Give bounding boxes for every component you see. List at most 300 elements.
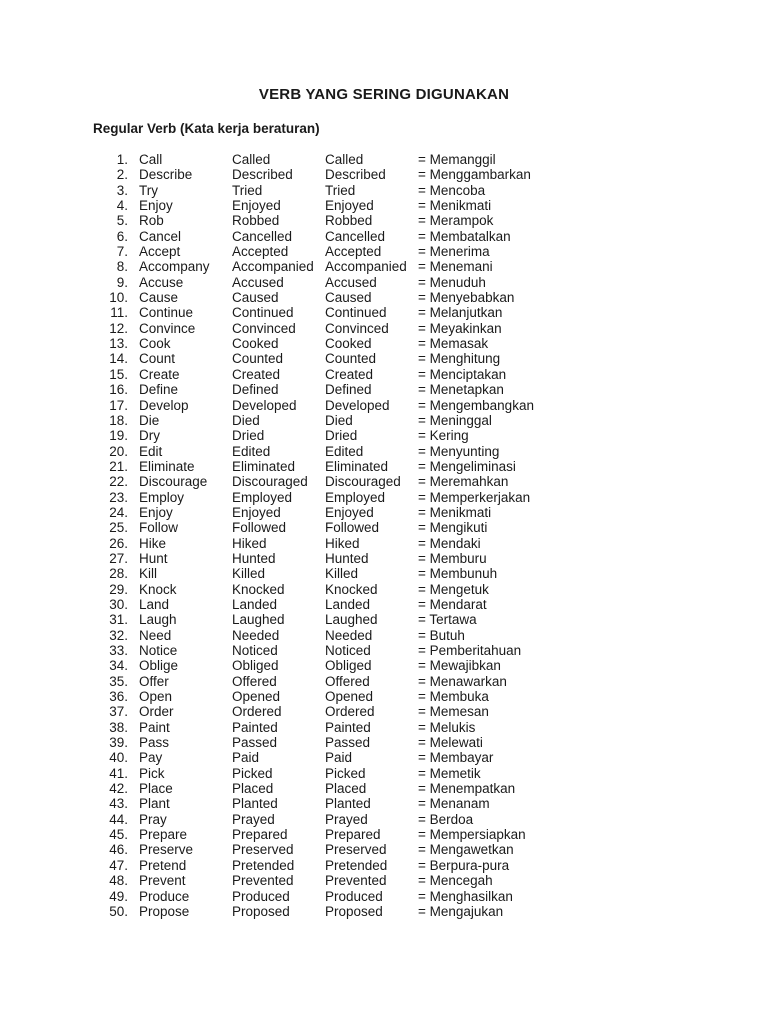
verb-past-form: Landed [232, 596, 278, 612]
verb-past-participle: Prayed [325, 811, 368, 827]
verb-meaning: = Menghasilkan [418, 888, 513, 904]
list-item [0, 597, 768, 612]
verb-base-form: Pay [139, 750, 163, 766]
verb-base-form: Pick [139, 765, 165, 781]
verb-meaning: = Membunuh [418, 566, 498, 582]
verb-number: 35. [109, 673, 128, 689]
list-item [0, 796, 768, 811]
verb-number: 26. [109, 535, 128, 551]
verb-base-form: Accept [139, 244, 181, 260]
verb-number: 49. [109, 888, 128, 904]
verb-meaning: = Menempatkan [418, 781, 516, 797]
verb-number: 14. [109, 351, 128, 367]
verb-number: 47. [109, 857, 128, 873]
verb-base-form: Pretend [139, 857, 187, 873]
verb-number: 33. [109, 643, 128, 658]
verb-base-form: Count [139, 351, 176, 367]
verb-number: 3. [116, 182, 128, 198]
verb-past-participle: Died [325, 412, 353, 428]
verb-number: 28. [109, 566, 128, 582]
verb-past-participle: Accused [325, 274, 377, 290]
list-item [0, 351, 768, 366]
verb-meaning: = Merampok [418, 213, 494, 229]
verb-past-participle: Discouraged [325, 474, 401, 490]
verb-past-participle: Preserved [325, 842, 387, 858]
verb-past-form: Died [232, 412, 260, 428]
verb-number: 45. [109, 827, 128, 843]
list-item [0, 428, 768, 443]
verb-past-form: Tried [232, 182, 263, 198]
verb-past-form: Enjoyed [232, 198, 281, 214]
list-item [0, 812, 768, 827]
verb-past-form: Obliged [232, 658, 279, 674]
verb-base-form: Discourage [139, 474, 208, 490]
verb-past-participle: Created [325, 366, 374, 382]
verb-meaning: = Membayar [418, 750, 494, 766]
verb-meaning: = Mencegah [418, 873, 493, 889]
verb-base-form: Eliminate [139, 458, 195, 474]
verb-past-participle: Called [325, 152, 364, 167]
verb-past-form: Caused [232, 290, 279, 306]
verb-base-form: Prepare [139, 827, 188, 843]
verb-meaning: = Meyakinkan [418, 320, 502, 336]
verb-number: 40. [109, 750, 128, 766]
verb-base-form: Notice [139, 643, 178, 658]
list-item [0, 766, 768, 781]
list-item [0, 582, 768, 597]
list-item [0, 566, 768, 581]
list-item [0, 229, 768, 244]
verb-number: 39. [109, 735, 128, 751]
verb-past-participle: Cancelled [325, 228, 386, 244]
verb-past-form: Accepted [232, 244, 289, 260]
verb-past-form: Called [232, 152, 271, 167]
verb-past-form: Cooked [232, 336, 279, 352]
verb-past-form: Continued [232, 305, 294, 321]
verb-list [0, 152, 768, 919]
verb-past-form: Noticed [232, 643, 278, 658]
verb-base-form: Enjoy [139, 198, 173, 214]
verb-base-form: Offer [139, 673, 169, 689]
verb-number: 46. [109, 842, 128, 858]
verb-meaning: = Mengembangkan [418, 397, 534, 413]
verb-number: 9. [116, 274, 128, 290]
verb-number: 44. [109, 811, 128, 827]
verb-past-form: Killed [232, 566, 266, 582]
verb-base-form: Produce [139, 888, 190, 904]
verb-past-form: Proposed [232, 903, 290, 919]
verb-base-form: Cook [139, 336, 171, 352]
verb-number: 27. [109, 550, 128, 566]
verb-meaning: = Mencoba [418, 182, 486, 198]
verb-number: 19. [109, 428, 128, 444]
verb-past-form: Robbed [232, 213, 280, 229]
list-item [0, 321, 768, 336]
verb-base-form: Convince [139, 320, 196, 336]
list-item [0, 490, 768, 505]
verb-base-form: Hunt [139, 550, 168, 566]
verb-base-form: Laugh [139, 612, 177, 628]
verb-number: 25. [109, 520, 128, 536]
verb-meaning: = Menyebabkan [418, 290, 515, 306]
verb-number: 17. [109, 397, 128, 413]
verb-past-participle: Robbed [325, 213, 373, 229]
verb-meaning: = Memetik [418, 765, 481, 781]
verb-past-participle: Accepted [325, 244, 382, 260]
verb-number: 42. [109, 781, 128, 797]
verb-past-participle: Offered [325, 673, 370, 689]
verb-past-form: Ordered [232, 704, 282, 720]
verb-past-participle: Prepared [325, 827, 381, 843]
verb-past-participle: Accompanied [325, 259, 407, 275]
list-item [0, 658, 768, 673]
list-item [0, 674, 768, 689]
verb-number: 31. [109, 612, 128, 628]
verb-meaning: = Memasak [418, 336, 489, 352]
verb-past-participle: Obliged [325, 658, 372, 674]
verb-base-form: Develop [139, 397, 189, 413]
verb-meaning: = Pemberitahuan [418, 643, 522, 658]
verb-past-participle: Hiked [325, 535, 360, 551]
list-item [0, 858, 768, 873]
verb-base-form: Plant [139, 796, 170, 812]
verb-base-form: Describe [139, 167, 193, 183]
verb-number: 18. [109, 412, 128, 428]
verb-number: 21. [109, 458, 128, 474]
verb-meaning: = Menikmati [418, 504, 492, 520]
verb-past-form: Accused [232, 274, 284, 290]
verb-past-form: Laughed [232, 612, 285, 628]
list-item [0, 628, 768, 643]
verb-past-participle: Landed [325, 596, 371, 612]
verb-past-participle: Placed [325, 781, 367, 797]
verb-base-form: Accuse [139, 274, 184, 290]
verb-past-form: Hiked [232, 535, 267, 551]
verb-number: 32. [109, 627, 128, 643]
verb-base-form: Cancel [139, 228, 182, 244]
verb-past-form: Planted [232, 796, 278, 812]
verb-past-participle: Hunted [325, 550, 369, 566]
verb-past-participle: Opened [325, 689, 374, 705]
verb-number: 24. [109, 504, 128, 520]
verb-past-participle: Edited [325, 443, 364, 459]
verb-past-participle: Dried [325, 428, 358, 444]
list-item [0, 167, 768, 182]
verb-past-form: Eliminated [232, 458, 296, 474]
verb-past-participle: Developed [325, 397, 390, 413]
verb-base-form: Define [139, 382, 179, 398]
verb-past-form: Counted [232, 351, 284, 367]
verb-base-form: Edit [139, 443, 163, 459]
verb-number: 50. [109, 903, 128, 919]
verb-past-participle: Counted [325, 351, 377, 367]
verb-meaning: = Mewajibkan [418, 658, 501, 674]
verb-number: 34. [109, 658, 128, 674]
list-item [0, 689, 768, 704]
verb-base-form: Dry [139, 428, 160, 444]
verb-number: 10. [109, 290, 128, 306]
verb-base-form: Create [139, 366, 180, 382]
verb-past-participle: Painted [325, 719, 371, 735]
verb-base-form: Die [139, 412, 160, 428]
verb-base-form: Need [139, 627, 172, 643]
verb-meaning: = Menghitung [418, 351, 501, 367]
verb-meaning: = Mengawetkan [418, 842, 514, 858]
verb-past-participle: Enjoyed [325, 198, 374, 214]
verb-number: 8. [116, 259, 128, 275]
verb-number: 11. [110, 305, 128, 321]
list-item [0, 290, 768, 305]
verb-meaning: = Berdoa [418, 811, 474, 827]
verb-meaning: = Melukis [418, 719, 476, 735]
verb-number: 20. [109, 443, 128, 459]
verb-base-form: Pray [139, 811, 167, 827]
list-item [0, 520, 768, 535]
verb-meaning: = Melewati [418, 735, 483, 751]
verb-meaning: = Menyunting [418, 443, 500, 459]
list-item [0, 842, 768, 857]
verb-past-form: Dried [232, 428, 265, 444]
list-item [0, 536, 768, 551]
list-item [0, 505, 768, 520]
verb-past-participle: Needed [325, 627, 373, 643]
verb-number: 29. [109, 581, 128, 597]
verb-past-form: Defined [232, 382, 279, 398]
list-item [0, 259, 768, 274]
verb-number: 22. [109, 474, 128, 490]
verb-number: 5. [116, 213, 128, 229]
list-item [0, 720, 768, 735]
verb-meaning: = Menggambarkan [418, 167, 531, 183]
verb-meaning: = Menuduh [418, 274, 486, 290]
verb-meaning: = Menciptakan [418, 366, 507, 382]
verb-meaning: = Menawarkan [418, 673, 507, 689]
list-item [0, 750, 768, 765]
list-item [0, 398, 768, 413]
verb-past-form: Needed [232, 627, 280, 643]
verb-meaning: = Menetapkan [418, 382, 504, 398]
verb-past-form: Described [232, 167, 293, 183]
verb-meaning: = Kering [418, 428, 469, 444]
verb-meaning: = Membatalkan [418, 228, 511, 244]
verb-number: 12. [109, 320, 128, 336]
list-item [0, 551, 768, 566]
verb-meaning: = Mendarat [418, 596, 487, 612]
verb-past-participle: Continued [325, 305, 387, 321]
verb-past-participle: Noticed [325, 643, 371, 658]
list-item [0, 413, 768, 428]
list-item [0, 612, 768, 627]
list-item [0, 873, 768, 888]
verb-past-form: Cancelled [232, 228, 293, 244]
list-item [0, 198, 768, 213]
verb-meaning: = Mempersiapkan [418, 827, 526, 843]
list-item [0, 474, 768, 489]
verb-number: 38. [109, 719, 128, 735]
verb-past-participle: Planted [325, 796, 371, 812]
verb-number: 7. [116, 244, 128, 260]
verb-past-form: Employed [232, 489, 293, 505]
verb-number: 1. [116, 152, 128, 167]
verb-past-form: Preserved [232, 842, 294, 858]
list-item [0, 781, 768, 796]
verb-meaning: = Memperkerjakan [418, 489, 531, 505]
verb-number: 4. [116, 198, 128, 214]
verb-past-form: Picked [232, 765, 273, 781]
verb-base-form: Order [139, 704, 174, 720]
verb-number: 13. [109, 336, 128, 352]
verb-past-participle: Prevented [325, 873, 387, 889]
list-item [0, 827, 768, 842]
verb-number: 37. [109, 704, 128, 720]
list-item [0, 459, 768, 474]
verb-number: 30. [109, 596, 128, 612]
verb-meaning: = Memanggil [418, 152, 496, 167]
verb-past-participle: Described [325, 167, 386, 183]
verb-base-form: Try [139, 182, 158, 198]
verb-past-form: Discouraged [232, 474, 308, 490]
verb-past-participle: Proposed [325, 903, 383, 919]
verb-meaning: = Meremahkan [418, 474, 509, 490]
verb-past-participle: Produced [325, 888, 383, 904]
verb-base-form: Continue [139, 305, 194, 321]
verb-base-form: Cause [139, 290, 179, 306]
verb-past-form: Paid [232, 750, 260, 766]
verb-number: 48. [109, 873, 128, 889]
verb-base-form: Follow [139, 520, 179, 536]
verb-base-form: Enjoy [139, 504, 173, 520]
verb-base-form: Land [139, 596, 170, 612]
verb-past-form: Knocked [232, 581, 285, 597]
verb-base-form: Call [139, 152, 163, 167]
verb-number: 15. [109, 366, 128, 382]
verb-past-participle: Pretended [325, 857, 388, 873]
list-item [0, 444, 768, 459]
verb-number: 23. [109, 489, 128, 505]
verb-past-participle: Followed [325, 520, 380, 536]
verb-base-form: Pass [139, 735, 170, 751]
verb-meaning: = Mengikuti [418, 520, 488, 536]
verb-past-participle: Employed [325, 489, 386, 505]
verb-past-form: Placed [232, 781, 274, 797]
verb-past-form: Created [232, 366, 281, 382]
list-item [0, 735, 768, 750]
verb-meaning: = Butuh [418, 627, 465, 643]
verb-base-form: Place [139, 781, 173, 797]
verb-meaning: = Meninggal [418, 412, 492, 428]
verb-past-participle: Convinced [325, 320, 389, 336]
verb-meaning: = Memesan [418, 704, 489, 720]
list-item [0, 904, 768, 919]
verb-past-form: Enjoyed [232, 504, 281, 520]
verb-meaning: = Menerima [418, 244, 490, 260]
verb-meaning: = Menikmati [418, 198, 492, 214]
verb-past-form: Offered [232, 673, 277, 689]
verb-past-form: Prevented [232, 873, 294, 889]
verb-meaning: = Melanjutkan [418, 305, 503, 321]
verb-base-form: Kill [139, 566, 158, 582]
verb-meaning: = Mendaki [418, 535, 481, 551]
list-item [0, 305, 768, 320]
verb-base-form: Paint [139, 719, 170, 735]
verb-past-form: Prayed [232, 811, 275, 827]
verb-past-participle: Killed [325, 566, 359, 582]
verb-past-form: Pretended [232, 857, 295, 873]
verb-past-form: Produced [232, 888, 290, 904]
verb-past-participle: Caused [325, 290, 372, 306]
verb-past-participle: Passed [325, 735, 371, 751]
verb-number: 2. [116, 167, 128, 183]
section-subtitle: Regular Verb (Kata kerja beraturan) [93, 121, 320, 136]
list-item [0, 889, 768, 904]
list-item [0, 367, 768, 382]
verb-meaning: = Memburu [418, 550, 487, 566]
list-item [0, 704, 768, 719]
verb-past-participle: Eliminated [325, 458, 389, 474]
verb-base-form: Prevent [139, 873, 186, 889]
verb-meaning: = Tertawa [418, 612, 477, 628]
list-item [0, 643, 768, 658]
list-item [0, 336, 768, 351]
verb-past-form: Painted [232, 719, 278, 735]
list-item [0, 152, 768, 167]
verb-past-form: Developed [232, 397, 297, 413]
verb-past-participle: Enjoyed [325, 504, 374, 520]
verb-past-participle: Paid [325, 750, 353, 766]
verb-number: 43. [109, 796, 128, 812]
verb-meaning: = Membuka [418, 689, 489, 705]
list-item [0, 275, 768, 290]
verb-meaning: = Mengajukan [418, 903, 504, 919]
verb-past-participle: Laughed [325, 612, 378, 628]
verb-number: 41. [109, 765, 128, 781]
verb-number: 36. [109, 689, 128, 705]
verb-number: 16. [109, 382, 128, 398]
verb-base-form: Rob [139, 213, 164, 229]
verb-meaning: = Mengetuk [418, 581, 489, 597]
verb-number: 6. [116, 228, 128, 244]
verb-past-form: Convinced [232, 320, 296, 336]
list-item [0, 244, 768, 259]
list-item [0, 382, 768, 397]
verb-base-form: Oblige [139, 658, 179, 674]
verb-past-form: Hunted [232, 550, 276, 566]
verb-meaning: = Mengeliminasi [418, 458, 516, 474]
verb-base-form: Knock [139, 581, 177, 597]
list-item [0, 213, 768, 228]
verb-base-form: Open [139, 689, 173, 705]
verb-past-participle: Cooked [325, 336, 372, 352]
verb-base-form: Propose [139, 903, 190, 919]
verb-meaning: = Menanam [418, 796, 490, 812]
verb-meaning: = Berpura-pura [418, 857, 510, 873]
verb-past-form: Passed [232, 735, 278, 751]
verb-base-form: Employ [139, 489, 185, 505]
verb-past-participle: Defined [325, 382, 372, 398]
verb-past-form: Followed [232, 520, 287, 536]
verb-base-form: Hike [139, 535, 167, 551]
verb-base-form: Preserve [139, 842, 194, 858]
list-item [0, 183, 768, 198]
verb-past-form: Prepared [232, 827, 288, 843]
verb-past-participle: Picked [325, 765, 366, 781]
verb-past-form: Accompanied [232, 259, 314, 275]
verb-past-participle: Tried [325, 182, 356, 198]
verb-past-participle: Knocked [325, 581, 378, 597]
verb-base-form: Accompany [139, 259, 210, 275]
verb-meaning: = Menemani [418, 259, 493, 275]
page-title: VERB YANG SERING DIGUNAKAN [258, 86, 510, 103]
